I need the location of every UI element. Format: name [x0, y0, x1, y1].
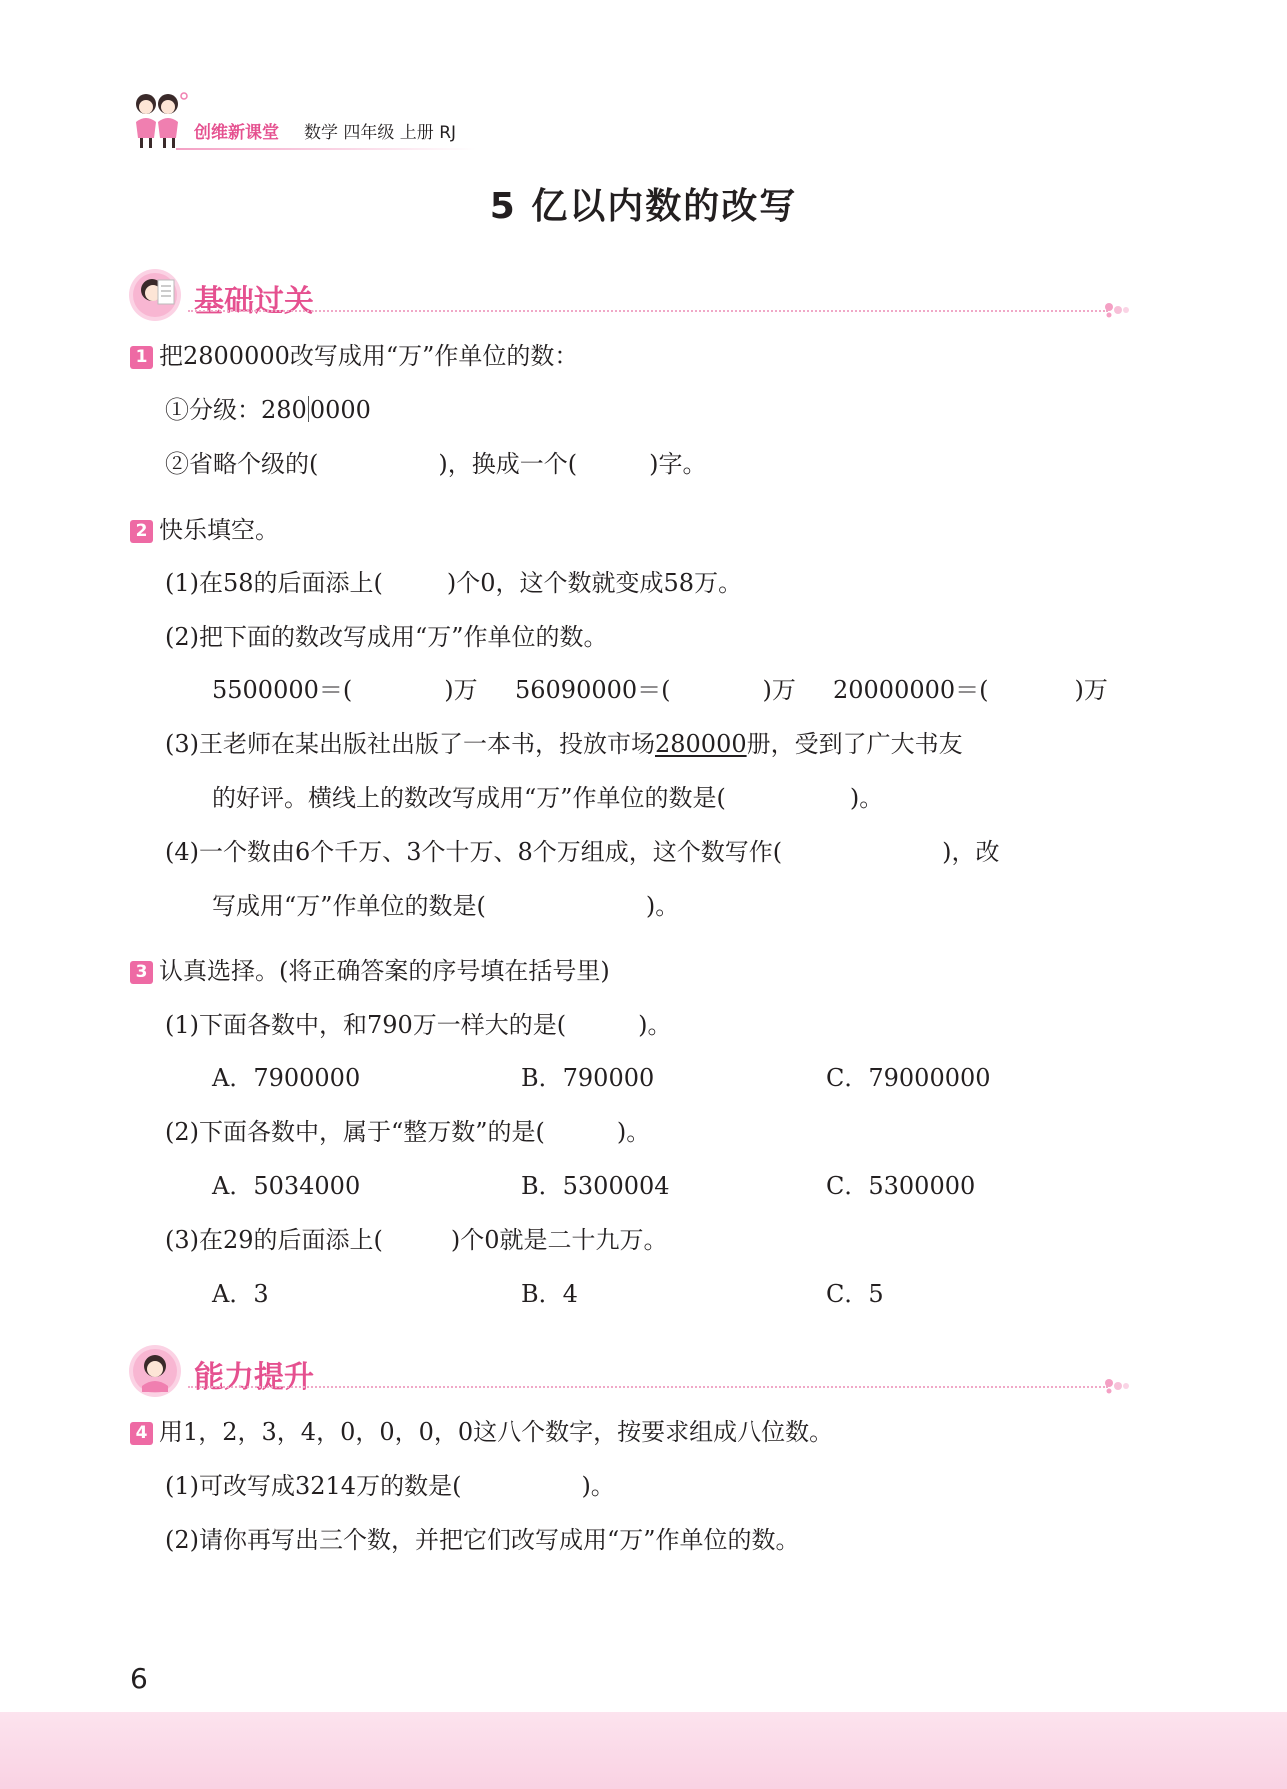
part-text: (1)下面各数中，和790万一样大的是(: [165, 1011, 567, 1039]
question-number-badge: 3: [130, 961, 153, 984]
part-text: (1)可改写成3214万的数是(: [165, 1472, 462, 1500]
part-text: 写成用“万”作单位的数是(: [212, 892, 486, 920]
part-text: )。: [645, 892, 680, 920]
choice-option-c[interactable]: C．5: [826, 1280, 884, 1308]
equation-text: )万: [444, 676, 478, 704]
part-text: (2)请你再写出三个数，并把它们改写成用“万”作单位的数。: [165, 1526, 800, 1554]
part-text: (4)一个数由6个千万、3个十万、8个万组成，这个数写作(: [165, 838, 783, 866]
part-text: )。: [616, 1118, 651, 1146]
question-text: 认真选择。(将正确答案的序号填在括号里): [159, 957, 610, 985]
header-divider: [176, 148, 476, 150]
digit-group-divider: [308, 396, 309, 422]
section-divider: [188, 1386, 1108, 1388]
kids-logo-icon: [126, 86, 192, 152]
question-1-stem: [130, 340, 578, 372]
section-basic: [126, 266, 1130, 326]
question-2-part-3: [165, 728, 963, 760]
choice-option-a[interactable]: A．7900000: [212, 1064, 361, 1092]
part-text: 的好评。横线上的数改写成用“万”作单位的数是(: [212, 784, 726, 812]
equation-text: )万: [762, 676, 796, 704]
step-text: )字。: [649, 450, 707, 478]
part-text: )，改: [942, 838, 1000, 866]
question-2-equation-3: [833, 674, 1108, 706]
student-badge-icon: [128, 1342, 186, 1400]
bottom-decoration-band: [0, 1712, 1287, 1789]
question-text: 快乐填空。: [159, 516, 279, 544]
question-2-equation-2: [515, 674, 796, 706]
equation-text: 20000000＝(: [833, 676, 989, 704]
choice-option-a[interactable]: A．5034000: [212, 1172, 361, 1200]
question-4-part-1: [165, 1470, 615, 1502]
question-number-badge: 1: [130, 346, 153, 369]
part-text: )。: [638, 1011, 672, 1039]
section-title: 基础过关: [194, 284, 314, 319]
question-1-step-1: [165, 394, 371, 426]
student-badge-icon: [128, 266, 186, 324]
choice-option-a[interactable]: A．3: [212, 1280, 269, 1308]
question-2-part-3-cont: [212, 782, 883, 814]
part-text: )。: [849, 784, 884, 812]
question-number-badge: 2: [130, 520, 153, 543]
equation-text: 56090000＝(: [515, 676, 671, 704]
question-2-part-1: [165, 567, 742, 599]
part-text: )个0，这个数就变成58万。: [446, 569, 743, 597]
question-text: 用1，2，3，4，0，0，0，0这八个数字，按要求组成八位数。: [159, 1418, 834, 1446]
dots-ornament-icon: [1104, 302, 1130, 318]
section-advanced: [126, 1342, 1130, 1402]
question-2-part-4-cont: [212, 890, 679, 922]
question-2-stem: [130, 514, 279, 546]
question-number-badge: 4: [130, 1422, 153, 1445]
choice-option-b[interactable]: B．4: [521, 1280, 578, 1308]
part-text: (3)在29的后面添上(: [165, 1226, 383, 1254]
part-text: (3)王老师在某出版社出版了一本书，投放市场: [165, 730, 655, 758]
question-3-part-2: [165, 1116, 650, 1148]
part-text: (1)在58的后面添上(: [165, 569, 383, 597]
number-low-part: 0000: [309, 396, 371, 424]
step-text: ②省略个级的(: [165, 450, 319, 478]
page-number: 6: [130, 1662, 148, 1695]
number-high-part: 280: [261, 396, 307, 424]
question-4-part-2: [165, 1524, 800, 1556]
dots-ornament-icon: [1104, 1378, 1130, 1394]
section-title: 能力提升: [194, 1360, 314, 1395]
question-2-equation-1: [212, 674, 478, 706]
equation-text: 5500000＝(: [212, 676, 353, 704]
section-divider: [188, 310, 1108, 312]
choice-option-c[interactable]: C．79000000: [826, 1064, 991, 1092]
part-text: )。: [581, 1472, 615, 1500]
underlined-number: 280000: [655, 730, 747, 758]
part-text: (2)下面各数中，属于“整万数”的是(: [165, 1118, 545, 1146]
choice-option-b[interactable]: B．790000: [521, 1064, 655, 1092]
book-info: 数学 四年级 上册 RJ: [304, 123, 457, 143]
question-text: 把2800000改写成用“万”作单位的数：: [159, 342, 579, 370]
equation-text: )万: [1074, 676, 1108, 704]
brand-name: 创维新课堂: [194, 123, 279, 143]
step-text: )，换成一个(: [438, 450, 578, 478]
question-4-stem: [130, 1416, 833, 1448]
question-3-part-3: [165, 1224, 668, 1256]
part-text: 册，受到了广大书友: [746, 730, 963, 758]
choice-option-c[interactable]: C．5300000: [826, 1172, 976, 1200]
page-title: 5 亿以内数的改写: [489, 186, 798, 227]
part-text: (2)把下面的数改写成用“万”作单位的数。: [165, 623, 608, 651]
question-2-part-2: [165, 621, 608, 653]
page-header: [126, 86, 1126, 156]
question-2-part-4: [165, 836, 1000, 868]
part-text: )个0就是二十九万。: [450, 1226, 668, 1254]
question-3-stem: [130, 955, 610, 987]
choice-option-b[interactable]: B．5300004: [521, 1172, 670, 1200]
question-3-part-1: [165, 1009, 672, 1041]
step-text: ①分级：: [165, 396, 261, 424]
question-1-step-2: [165, 448, 706, 480]
